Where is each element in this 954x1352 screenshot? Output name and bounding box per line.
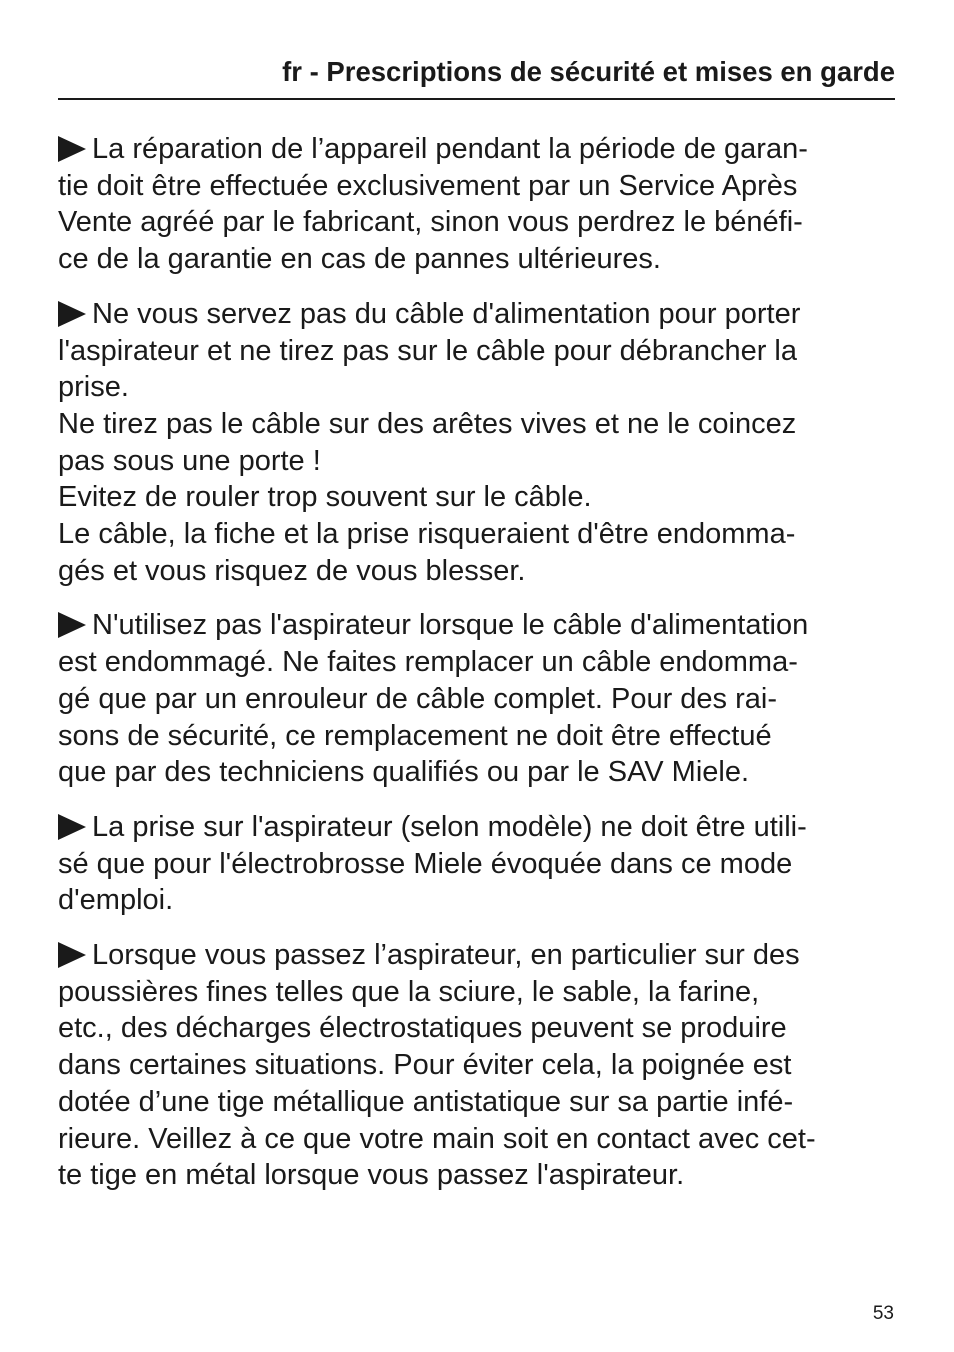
paragraph-line	[58, 607, 895, 644]
paragraph-text: Lorsque vous passez l’aspirateur, en particulier sur des	[92, 939, 800, 972]
page-number: 53	[872, 1303, 894, 1324]
paragraph-text: La prise sur l'aspirateur (selon modèle) ne doit être utili-	[92, 810, 807, 843]
triangle-right-icon	[58, 136, 86, 162]
paragraph-line: sons de sécurité, ce remplacement ne doit être effectué	[58, 719, 772, 752]
paragraph-line: etc., des décharges électrostatiques peuvent se produire	[58, 1012, 787, 1045]
paragraph-line: dotée d’une tige métallique antistatique sur sa partie infé-	[58, 1085, 794, 1118]
section-title: fr - Prescriptions de sécurité et mises en garde	[282, 56, 895, 87]
warning-paragraph-damaged-cable	[58, 607, 895, 791]
warning-paragraph-socket	[58, 809, 895, 919]
paragraph-line: te tige en métal lorsque vous passez l'aspirateur.	[58, 1159, 685, 1192]
paragraph-text: Ne vous servez pas du câble d'alimentation pour porter	[92, 297, 801, 330]
paragraph-line: tie doit être effectuée exclusivement par un Service Après	[58, 169, 798, 202]
warning-paragraph-electrostatic	[58, 937, 895, 1194]
triangle-right-icon	[58, 814, 86, 840]
paragraph-line: ce de la garantie en cas de pannes ultérieures.	[58, 243, 661, 276]
paragraph-line	[58, 296, 895, 333]
paragraph-line: l'aspirateur et ne tirez pas sur le câble pour débrancher la	[58, 334, 798, 367]
paragraph-line: pas sous une porte !	[58, 444, 321, 477]
paragraph-line: d'emploi.	[58, 884, 174, 917]
paragraph-line	[58, 809, 895, 846]
paragraph-line: Le câble, la fiche et la prise risqueraient d'être endomma-	[58, 518, 796, 551]
paragraph-line: est endommagé. Ne faites remplacer un câble endomma-	[58, 646, 798, 679]
warning-paragraph-power-cable	[58, 296, 895, 590]
paragraph-line: poussières fines telles que la sciure, le sable, la farine,	[58, 975, 760, 1008]
triangle-right-icon	[58, 942, 86, 968]
paragraph-line: Evitez de rouler trop souvent sur le câble.	[58, 481, 592, 514]
paragraph-line: Vente agréé par le fabricant, sinon vous perdrez le bénéfi-	[58, 206, 803, 239]
paragraph-line: rieure. Veillez à ce que votre main soit en contact avec cet-	[58, 1122, 816, 1155]
paragraph-line: gés et vous risquez de vous blesser.	[58, 554, 526, 587]
paragraph-line: sé que pour l'électrobrosse Miele évoquée dans ce mode	[58, 847, 793, 880]
paragraph-line	[58, 131, 895, 168]
paragraph-line: que par des techniciens qualifiés ou par le SAV Miele.	[58, 756, 750, 789]
safety-instructions	[58, 131, 895, 1212]
paragraph-line: Ne tirez pas le câble sur des arêtes vives et ne le coincez	[58, 407, 797, 440]
paragraph-line	[58, 937, 895, 974]
paragraph-line: dans certaines situations. Pour éviter cela, la poignée est	[58, 1049, 792, 1082]
paragraph-line: prise.	[58, 371, 129, 404]
paragraph-text: N'utilisez pas l'aspirateur lorsque le câble d'alimentation	[92, 609, 809, 642]
warning-paragraph-warranty-repair	[58, 131, 895, 278]
triangle-right-icon	[58, 612, 86, 638]
paragraph-line: gé que par un enrouleur de câble complet. Pour des rai-	[58, 682, 777, 715]
paragraph-text: La réparation de l’appareil pendant la période de garan-	[92, 133, 808, 165]
page-header	[58, 52, 895, 100]
triangle-right-icon	[58, 301, 86, 327]
